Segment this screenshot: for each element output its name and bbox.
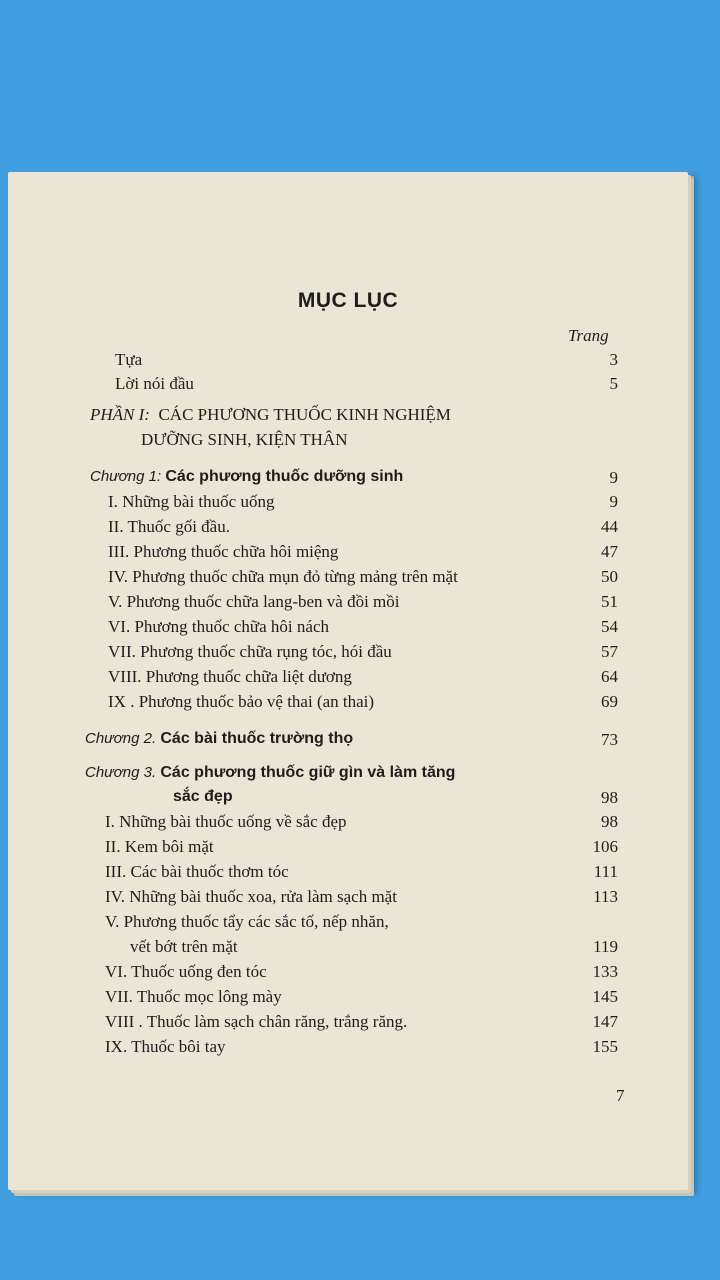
toc-page: 44 [601, 517, 618, 536]
toc-page: 54 [601, 617, 618, 636]
toc-page-foreword: 5 [609, 374, 618, 393]
toc-entry-preface: Tựa [115, 350, 143, 369]
chapter-3-title: Các phương thuốc giữ gìn và làm tăng [160, 764, 456, 781]
chapter-1-page: 9 [609, 468, 618, 487]
chapter-1-title: Các phương thuốc dưỡng sinh [165, 468, 404, 485]
toc-page: 119 [593, 937, 618, 956]
toc-page: 145 [592, 987, 618, 1006]
toc-page: 98 [601, 812, 618, 831]
chapter-2-title: Các bài thuốc trường thọ [160, 730, 354, 747]
toc-entry: VIII. Phương thuốc chữa liệt dương [108, 667, 352, 686]
toc-entry: V. Phương thuốc tẩy các sắc tố, nếp nhăn, [105, 912, 389, 931]
part-label: PHẦN I: [90, 405, 150, 424]
toc-page: 113 [593, 887, 618, 906]
part-title-line2: DƯỠNG SINH, KIỆN THÂN [141, 430, 348, 449]
toc-entry: VII. Thuốc mọc lông mày [105, 987, 282, 1006]
toc-entry: II. Thuốc gối đầu. [108, 517, 230, 536]
chapter-3-title-line2: sắc đẹp [173, 788, 233, 805]
chapter-1-label: Chương 1: [90, 468, 162, 485]
toc-entry: IV. Phương thuốc chữa mụn đỏ từng mảng trên mặt [108, 567, 458, 586]
book-page [8, 172, 688, 1190]
toc-page: 133 [592, 962, 618, 981]
toc-entry: VII. Phương thuốc chữa rụng tóc, hói đầu [108, 642, 392, 661]
toc-page: 147 [592, 1012, 618, 1031]
page-title: MỤC LỤC [297, 289, 399, 312]
toc-entry: IX. Thuốc bôi tay [105, 1037, 226, 1056]
toc-page: 51 [601, 592, 618, 611]
toc-entry: IX . Phương thuốc bảo vệ thai (an thai) [108, 692, 375, 711]
toc-entry: IV. Những bài thuốc xoa, rửa làm sạch mặt [105, 887, 397, 906]
toc-page: 64 [601, 667, 618, 686]
toc-entry-continued: vết bớt trên mặt [130, 937, 238, 956]
chapter-3-page: 98 [601, 788, 618, 807]
toc-entry: III. Các bài thuốc thơm tóc [105, 862, 289, 881]
chapter-2-heading [85, 728, 353, 748]
toc-entry: I. Những bài thuốc uống [108, 492, 275, 511]
chapter-1-heading [90, 466, 403, 486]
toc-entry-foreword: Lời nói đầu [115, 374, 194, 393]
toc-page: 106 [592, 837, 618, 856]
chapter-2-label: Chương 2. [85, 730, 157, 747]
chapter-2-page: 73 [601, 730, 618, 749]
toc-entry: II. Kem bôi mặt [105, 837, 214, 856]
toc-page: 57 [601, 642, 618, 661]
toc-page: 69 [601, 692, 618, 711]
part-title-line1: CÁC PHƯƠNG THUỐC KINH NGHIỆM [158, 405, 451, 424]
toc-entry: VIII . Thuốc làm sạch chân răng, trắng răng. [105, 1012, 408, 1031]
toc-entry: VI. Thuốc uống đen tóc [105, 962, 267, 981]
page-number: 7 [616, 1086, 625, 1105]
chapter-3-heading [85, 762, 455, 782]
toc-entry: III. Phương thuốc chữa hôi miệng [108, 542, 339, 561]
toc-entry: I. Những bài thuốc uống về sắc đẹp [105, 812, 347, 831]
toc-entry: V. Phương thuốc chữa lang-ben và đồi mồi [108, 592, 400, 611]
part-heading [90, 405, 451, 425]
page-column-header: Trang [568, 326, 609, 345]
toc-page: 50 [601, 567, 618, 586]
toc-page: 111 [593, 862, 618, 881]
toc-page: 47 [601, 542, 618, 561]
toc-page-preface: 3 [609, 350, 618, 369]
chapter-3-label: Chương 3. [85, 764, 157, 781]
toc-page: 155 [592, 1037, 618, 1056]
toc-entry: VI. Phương thuốc chữa hôi nách [108, 617, 329, 636]
toc-page: 9 [609, 492, 618, 511]
